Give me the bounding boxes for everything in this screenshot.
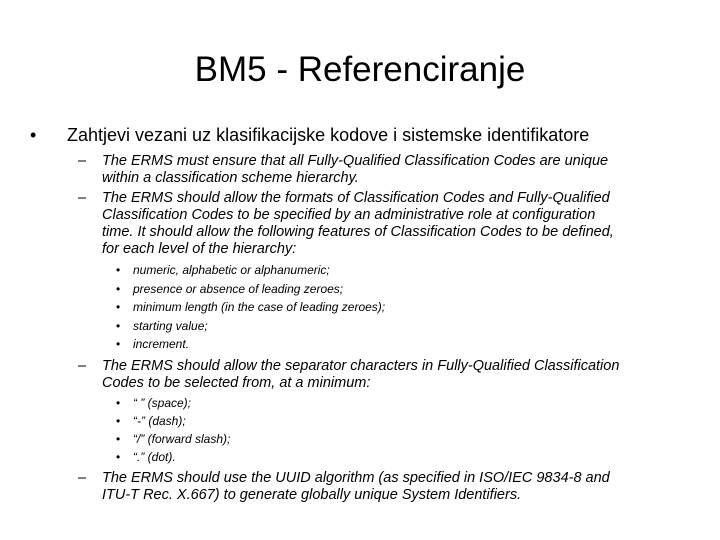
bullet-icon: • <box>116 432 121 446</box>
text-line: Codes to be selected from, at a minimum: <box>102 375 371 391</box>
text-line: The ERMS must ensure that all Fully-Qualified Classification Codes are unique <box>102 153 609 169</box>
bullet-icon: • <box>116 263 121 277</box>
text-line: The ERMS should allow the formats of Classification Codes and Fully-Qualified <box>102 190 610 206</box>
dash-icon: – <box>78 470 87 486</box>
text-line: ITU-T Rec. X.667) to generate globally unique System Identifiers. <box>102 487 522 503</box>
text-line: time. It should allow the following features of Classification Codes to be defined, <box>102 224 614 240</box>
sub-item-text: “.” (dot). <box>133 450 176 464</box>
bullet-icon: • <box>116 414 121 428</box>
requirement-text <box>102 153 698 187</box>
bullet-icon: • <box>116 337 121 351</box>
sub-item-text: “/” (forward slash); <box>133 432 231 446</box>
bullet-icon: • <box>30 125 37 145</box>
dash-icon: – <box>78 358 87 374</box>
sub-item-text: starting value; <box>133 319 208 333</box>
requirement-text <box>102 190 698 258</box>
main-bullet-text: Zahtjevi vezani uz klasifikacijske kodove i sistemske identifikatore <box>67 125 590 145</box>
requirement-text <box>102 358 698 392</box>
slide-title: BM5 - Referenciranje <box>194 50 526 89</box>
text-line: Classification Codes to be specified by an administrative role at configuration <box>102 207 596 223</box>
sub-item-text: “ ” (space); <box>133 396 192 410</box>
bullet-icon: • <box>116 450 121 464</box>
bullet-icon: • <box>116 300 121 314</box>
sub-item-text: minimum length (in the case of leading zeroes); <box>133 300 386 314</box>
text-line: for each level of the hierarchy: <box>102 241 297 257</box>
bullet-icon: • <box>116 319 121 333</box>
text-line: The ERMS should allow the separator characters in Fully-Qualified Classification <box>102 358 620 374</box>
text-line: within a classification scheme hierarchy. <box>102 170 359 186</box>
bullet-icon: • <box>116 396 121 410</box>
sub-item-text: “-” (dash); <box>133 414 186 428</box>
text-line: The ERMS should use the UUID algorithm (as specified in ISO/IEC 9834-8 and <box>102 470 610 486</box>
sub-item-text: presence or absence of leading zeroes; <box>133 282 344 296</box>
sub-item-text: increment. <box>133 337 190 351</box>
bullet-icon: • <box>116 282 121 296</box>
dash-icon: – <box>78 153 87 169</box>
dash-icon: – <box>78 190 87 206</box>
requirement-text <box>102 470 698 504</box>
sub-item-text: numeric, alphabetic or alphanumeric; <box>133 263 330 277</box>
